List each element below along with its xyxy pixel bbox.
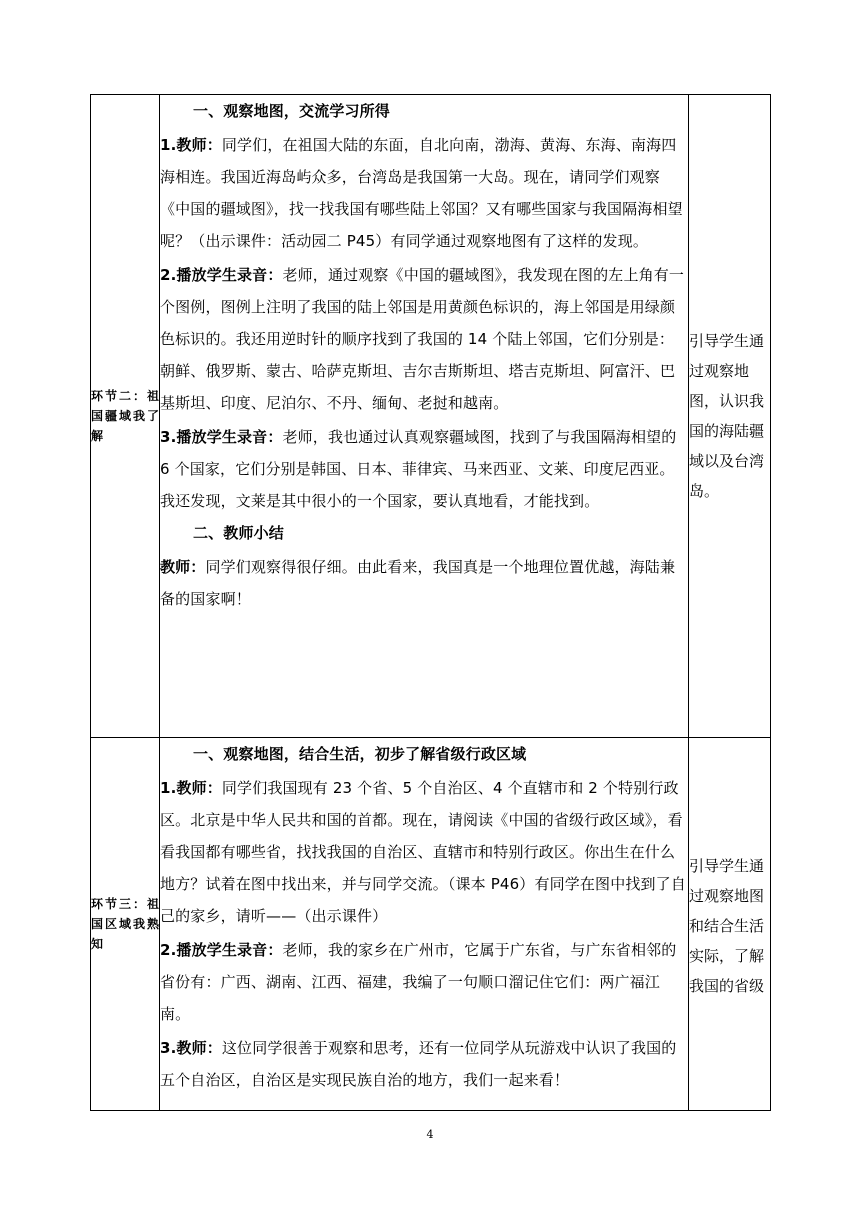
speaker-label: 教师：	[160, 558, 206, 576]
paragraph-text: 老师，我也通过认真观察疆域图，找到了与我国隔海相望的 6 个国家，它们分别是韩国、日本、菲律宾、马来西亚、文莱、印度尼西亚。我还发现，文莱是其中很小的一个国家，要认真地看，才能找到。	[160, 428, 677, 510]
design-note-cell	[689, 95, 771, 738]
design-note: 引导学生通过观察地图和结合生活实际，了解我国的省级	[689, 857, 765, 995]
stage-cell	[91, 95, 160, 738]
paragraph	[160, 772, 688, 932]
design-note: 引导学生通过观察地图，认识我国的海陆疆域以及台湾岛。	[689, 332, 765, 500]
paragraph	[160, 551, 688, 615]
paragraph	[160, 259, 688, 419]
paragraph	[160, 1032, 688, 1096]
paragraph-text: 同学们观察得很仔细。由此看来，我国真是一个地理位置优越，海陆兼备的国家啊！	[160, 558, 676, 608]
paragraph	[160, 421, 688, 517]
speaker-label: 3.播放学生录音：	[160, 428, 283, 446]
speaker-label: 2.播放学生录音：	[160, 941, 283, 959]
stage-label: 环节二：祖国疆域我了解	[91, 389, 159, 443]
lesson-plan-table	[90, 94, 771, 1111]
paragraph-text: 同学们我国现有 23 个省、5 个自治区、4 个直辖市和 2 个特别行政区。北京是中华人民共和国的首都。现在，请阅读《中国的省级行政区域》，看看我国都有哪些省，找找我国的自治区、直辖市和特别行政区。你出生在什么地方？试着在图中找出来，并与同学交流。（课本 P46）有同学在图中找到了自己的家乡，请听——（出示课件）	[160, 779, 686, 925]
paragraph	[160, 129, 688, 257]
section-heading: 二、教师小结	[193, 524, 284, 542]
design-note-cell	[689, 738, 771, 1111]
table-row	[91, 738, 771, 1111]
paragraph-text: 老师，我的家乡在广州市，它属于广东省，与广东省相邻的省份有：广西、湖南、江西、福建，我编了一句顺口溜记住它们：两广福江南。	[160, 941, 677, 1023]
paragraph-text: 同学们，在祖国大陆的东面，自北向南，渤海、黄海、东海、南海四海相连。我国近海岛屿众多，台湾岛是我国第一大岛。现在，请同学们观察《中国的疆域图》，找一找我国有哪些陆上邻国？又有哪些国家与我国隔海相望呢？（出示课件：活动园二 P45）有同学通过观察地图有了这样的发现。	[160, 136, 683, 250]
paragraph-text: 老师，通过观察《中国的疆域图》，我发现在图的左上角有一个图例，图例上注明了我国的陆上邻国是用黄颜色标识的，海上邻国是用绿颜色标识的。我还用逆时针的顺序找到了我国的 14 个陆上邻国，它们分别是：朝鲜、俄罗斯、蒙古、哈萨克斯坦、吉尔吉斯斯坦、塔吉克斯坦、阿富汗、巴基斯坦、印度、尼泊尔、不丹、缅甸、老挝和越南。	[160, 266, 685, 412]
content-cell	[160, 738, 689, 1111]
page-number: 4	[426, 1128, 434, 1141]
content-cell	[160, 95, 689, 738]
paragraph-text: 这位同学很善于观察和思考，还有一位同学从玩游戏中认识了我国的五个自治区，自治区是实现民族自治的地方，我们一起来看！	[160, 1039, 677, 1089]
speaker-label: 1.教师：	[160, 779, 222, 797]
table-row	[91, 95, 771, 738]
stage-cell	[91, 738, 160, 1111]
speaker-label: 1.教师：	[160, 136, 222, 154]
paragraph	[160, 934, 688, 1030]
section-heading: 一、观察地图，结合生活，初步了解省级行政区域	[193, 745, 527, 763]
stage-label: 环节三：祖国区域我熟知	[91, 897, 159, 951]
speaker-label: 3.教师：	[160, 1039, 222, 1057]
speaker-label: 2.播放学生录音：	[160, 266, 283, 284]
section-heading: 一、观察地图，交流学习所得	[193, 102, 390, 120]
